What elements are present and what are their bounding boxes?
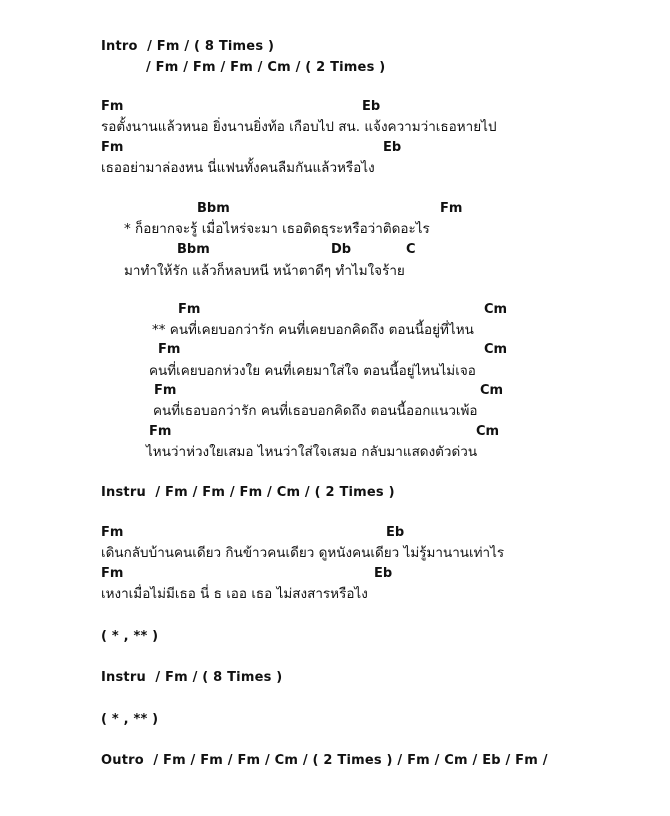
verse1-lyric-1: รอตั้งนานแล้วหนอ ยิ่งนานยิ่งท้อ เกือบไป สน. แจ้งความว่าเธอหายไป [101, 119, 497, 135]
repeat-marker-1: ( * , ** ) [101, 629, 159, 644]
prechorus-chord-bbm-1: Bbm [197, 201, 230, 216]
intro-line-2: / Fm / Fm / Fm / Cm / ( 2 Times ) [146, 60, 386, 75]
prechorus-chord-db-2: Db [331, 242, 352, 257]
chorus-chord-cm-4: Cm [476, 424, 500, 439]
intro-line-1: Intro / Fm / ( 8 Times ) [101, 39, 275, 54]
verse1-chord-eb-1: Eb [362, 99, 381, 114]
verse1-chord-fm-2: Fm [101, 140, 124, 155]
instru-line-2: Instru / Fm / ( 8 Times ) [101, 670, 283, 685]
repeat-marker-2: ( * , ** ) [101, 712, 159, 727]
verse2-chord-fm-1: Fm [101, 525, 124, 540]
chorus-chord-fm-3: Fm [154, 383, 177, 398]
verse2-chord-eb-2: Eb [374, 566, 393, 581]
chorus-chord-cm-2: Cm [484, 342, 508, 357]
verse2-chord-fm-2: Fm [101, 566, 124, 581]
verse1-chord-fm-1: Fm [101, 99, 124, 114]
verse2-lyric-2: เหงาเมื่อไม่มีเธอ นี่ ธ เออ เธอ ไม่สงสารหรือไง [101, 586, 368, 602]
prechorus-chord-c-2: C [406, 242, 416, 257]
verse1-lyric-2: เธออย่ามาล่องหน นี่แฟนทั้งคนลืมกันแล้วหรือไง [101, 160, 375, 176]
prechorus-lyric-2: มาทำให้รัก แล้วก็หลบหนี หน้าตาดีๆ ทำไมใจร้าย [124, 263, 405, 279]
verse1-chord-eb-2: Eb [383, 140, 402, 155]
chorus-chord-cm-3: Cm [480, 383, 504, 398]
chorus-lyric-3: คนที่เธอบอกว่ารัก คนที่เธอบอกคิดถึง ตอนนี้ออกแนวเพ้อ [153, 403, 478, 419]
prechorus-chord-fm-1: Fm [440, 201, 463, 216]
verse2-chord-eb-1: Eb [386, 525, 405, 540]
outro-line: Outro / Fm / Fm / Fm / Cm / ( 2 Times ) / Fm / Cm / Eb / Fm / [101, 753, 548, 768]
chorus-lyric-4: ไหนว่าห่วงใยเสมอ ไหนว่าใส่ใจเสมอ กลับมาแสดงตัวด่วน [146, 444, 478, 460]
prechorus-chord-bbm-2: Bbm [177, 242, 210, 257]
chorus-lyric-2: คนที่เคยบอกห่วงใย คนที่เคยมาใส่ใจ ตอนนี้อยู่ไหนไม่เจอ [149, 363, 476, 379]
chorus-chord-cm-1: Cm [484, 302, 508, 317]
prechorus-lyric-1: * ก็อยากจะรู้ เมื่อไหร่จะมา เธอติดธุระหรือว่าติดอะไร [124, 221, 430, 237]
verse2-lyric-1: เดินกลับบ้านคนเดียว กินข้าวคนเดียว ดูหนังคนเดียว ไม่รู้มานานเท่าไร [101, 545, 505, 561]
chorus-chord-fm-4: Fm [149, 424, 172, 439]
instru-line-1: Instru / Fm / Fm / Fm / Cm / ( 2 Times ) [101, 485, 395, 500]
chorus-chord-fm-1: Fm [178, 302, 201, 317]
chorus-chord-fm-2: Fm [158, 342, 181, 357]
chorus-lyric-1: ** คนที่เคยบอกว่ารัก คนที่เคยบอกคิดถึง ตอนนี้อยู่ที่ไหน [152, 322, 474, 338]
